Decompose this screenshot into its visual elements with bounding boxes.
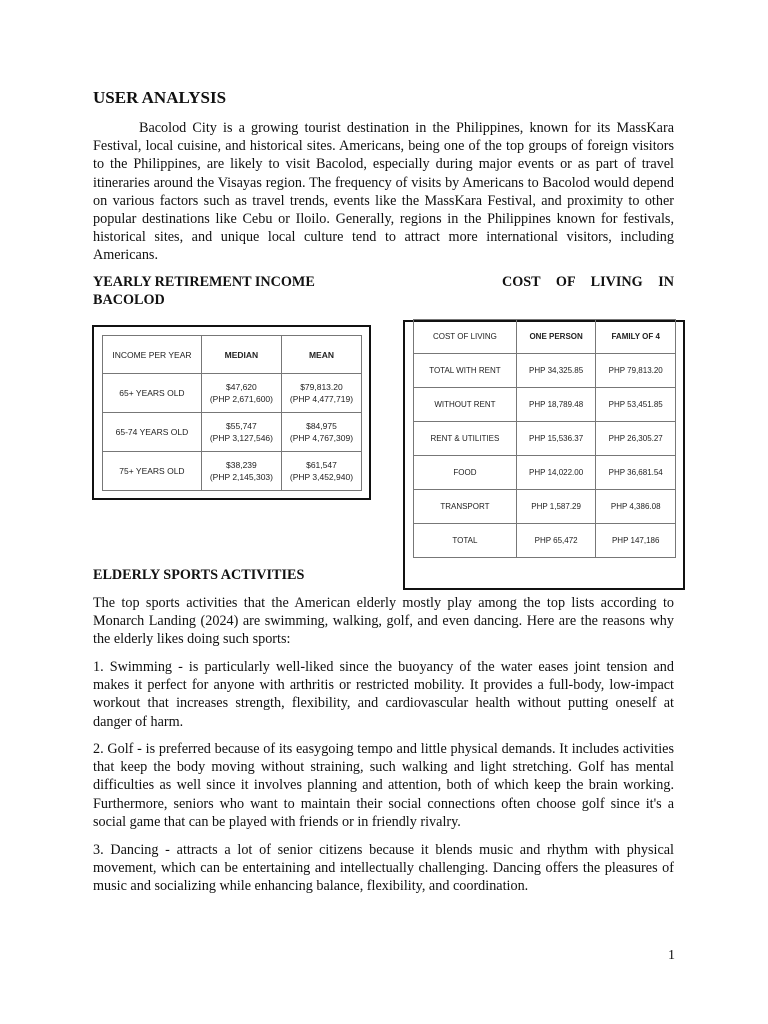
page-number: 1 (668, 948, 675, 963)
mean-cell (281, 452, 361, 491)
one-person-cell: PHP 65,472 (516, 524, 596, 558)
family-cell: PHP 53,451.85 (596, 388, 676, 422)
sports-item-golf: 2. Golf - is preferred because of its easygoing tempo and little physical demands. It includes activities that keep the body moving without straining, such walking and light stretching. Golf has mental difficulties as well since it involves planning and attention, both of which keep the brain working. Furthermore, seniors who want to maintain their social connections often choose golf since it's a social game that can be played with friends or in friendly rivalry. (93, 741, 674, 830)
row-label: TOTAL WITH RENT (414, 354, 517, 388)
row-label: TRANSPORT (414, 490, 517, 524)
usd-value: $38,239 (226, 460, 257, 470)
php-value: (PHP 2,145,303) (209, 472, 273, 482)
page-title: USER ANALYSIS (93, 88, 227, 107)
row-label: TOTAL (414, 524, 517, 558)
usd-value: $61,547 (306, 460, 337, 470)
sports-heading: ELDERLY SPORTS ACTIVITIES (93, 567, 305, 583)
table-row (414, 388, 676, 422)
php-value: (PHP 2,671,600) (209, 394, 273, 404)
sports-intro: The top sports activities that the American elderly mostly play among the top lists according to Monarch Landing (2024) are swimming, walking, golf, and even dancing. Here are the reasons why the elderly likes doing such sports: (93, 595, 674, 648)
column-header: INCOME PER YEAR (103, 336, 202, 374)
column-header: MEAN (281, 336, 361, 374)
mean-cell (281, 374, 361, 413)
row-label: RENT & UTILITIES (414, 422, 517, 456)
table-row (414, 456, 676, 490)
php-value: (PHP 3,452,940) (289, 472, 354, 482)
family-cell: PHP 79,813.20 (596, 354, 676, 388)
mean-cell (281, 413, 361, 452)
family-cell: PHP 4,386.08 (596, 490, 676, 524)
table-row (414, 524, 676, 558)
column-header: ONE PERSON (516, 320, 596, 354)
usd-value: $79,813.20 (300, 382, 343, 392)
row-label: 75+ YEARS OLD (103, 452, 202, 491)
family-cell: PHP 36,681.54 (596, 456, 676, 490)
one-person-cell: PHP 34,325.85 (516, 354, 596, 388)
column-header: FAMILY OF 4 (596, 320, 676, 354)
row-label: 65+ YEARS OLD (103, 374, 202, 413)
cost-heading-line2: BACOLOD (93, 292, 165, 308)
table-row (103, 413, 362, 452)
one-person-cell: PHP 15,536.37 (516, 422, 596, 456)
cost-heading-line1: COST OF LIVING IN (502, 274, 674, 290)
median-cell (201, 374, 281, 413)
column-header: MEDIAN (201, 336, 281, 374)
intro-paragraph: Bacolod City is a growing tourist destination in the Philippines, known for its MassKara Festival, local cuisine, and historical sites. Americans, being one of the top groups of foreign visitors to the Philippines, are likely to visit Bacolod, especially during major events or as part of travel itineraries around the Visayas region. The frequency of visits by Americans to Bacolod would depend on various factors such as travel trends, events like the MassKara Festival, and proximity to other popular destinations like Cebu or Iloilo. Generally, regions in the Philippines known for festivals, historical sites, and unique local culture tend to attract more international visitors, including Americans. (93, 120, 674, 264)
cost-table (413, 319, 676, 558)
sports-item-swimming: 1. Swimming - is particularly well-liked since the buoyancy of the water eases joint tension and makes it perfect for anyone with arthritis or restricted mobility. It provides a full-body, low-impact workout that increases strength, flexibility, and cardiovascular health without putting oneself at danger of harm. (93, 659, 674, 730)
php-value: (PHP 4,767,309) (289, 433, 354, 443)
table-header-row (414, 320, 676, 354)
family-cell: PHP 26,305.27 (596, 422, 676, 456)
column-header: COST OF LIVING (414, 320, 517, 354)
php-value: (PHP 4,477,719) (289, 394, 354, 404)
sports-item-dancing: 3. Dancing - attracts a lot of senior citizens because it blends music and rhythm with physical movement, which can be entertaining and intellectually challenging. Dancing offers the pleasures of music and socializing while enhancing balance, flexibility, and coordination. (93, 842, 674, 895)
usd-value: $47,620 (226, 382, 257, 392)
family-cell: PHP 147,186 (596, 524, 676, 558)
usd-value: $55,747 (226, 421, 257, 431)
income-heading: YEARLY RETIREMENT INCOME (93, 274, 315, 290)
row-label: WITHOUT RENT (414, 388, 517, 422)
one-person-cell: PHP 18,789.48 (516, 388, 596, 422)
median-cell (201, 452, 281, 491)
table-row (103, 452, 362, 491)
row-label: 65-74 YEARS OLD (103, 413, 202, 452)
table-row (414, 354, 676, 388)
row-label: FOOD (414, 456, 517, 490)
one-person-cell: PHP 1,587.29 (516, 490, 596, 524)
table-row (414, 422, 676, 456)
usd-value: $84,975 (306, 421, 337, 431)
median-cell (201, 413, 281, 452)
table-row (414, 490, 676, 524)
one-person-cell: PHP 14,022.00 (516, 456, 596, 490)
php-value: (PHP 3,127,546) (209, 433, 273, 443)
table-header-row (103, 336, 362, 374)
income-table (102, 335, 362, 491)
table-row (103, 374, 362, 413)
